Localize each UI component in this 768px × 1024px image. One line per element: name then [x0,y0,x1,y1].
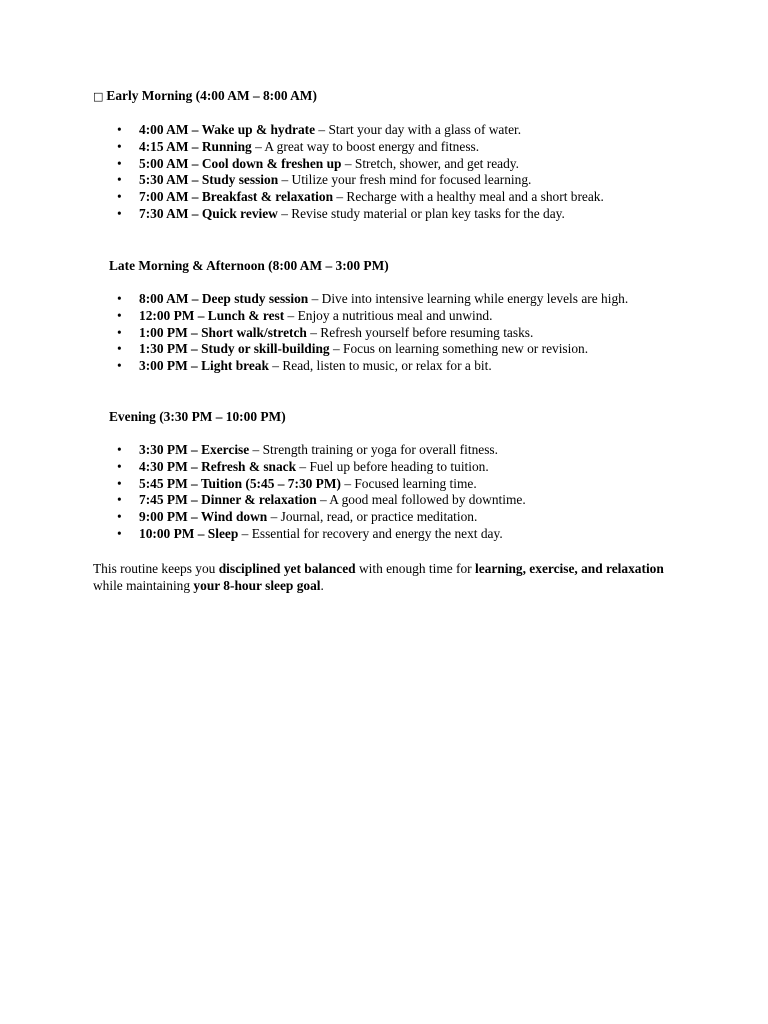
item-text: – Stretch, shower, and get ready. [341,155,519,171]
item-text: – A great way to boost energy and fitness. [251,138,480,154]
list-item [139,291,679,308]
item-text: – Essential for recovery and energy the next day. [238,525,503,541]
item-label: 3:00 PM – Light break [139,358,269,374]
item-label: 4:00 AM – Wake up & hydrate [139,122,316,137]
section-heading-text: Early Morning (4:00 AM – 8:00 AM) [106,88,317,103]
item-label: 7:00 AM – Breakfast & relaxation [139,189,334,205]
summary-emphasis: disciplined yet balanced [218,561,356,576]
item-label: 4:15 AM – Running [139,138,252,154]
item-label: 10:00 PM – Sleep [139,525,239,541]
item-text: – Read, listen to music, or relax for a bit. [268,358,492,374]
list-item [139,526,679,543]
evening-list [139,442,679,543]
list-item [139,325,679,342]
summary-text: while maintaining [93,577,194,593]
item-text: – Refresh yourself before resuming tasks. [306,324,534,340]
item-text: – Strength training or yoga for overall fitness. [249,442,498,457]
item-label: 3:30 PM – Exercise [139,442,250,457]
item-text: – Utilize your fresh mind for focused learning. [278,172,532,188]
list-item [139,189,649,206]
list-item [139,459,679,476]
list-item [139,509,679,526]
early-morning-list [139,122,679,223]
item-label: 1:30 PM – Study or skill-building [139,341,330,357]
summary-emphasis: learning, exercise, and relaxation [475,561,664,576]
list-item [139,358,679,375]
item-text: – Focus on learning something new or revision. [329,341,589,357]
item-label: 7:30 AM – Quick review [139,205,278,221]
item-label: 8:00 AM – Deep study session [139,291,309,306]
summary-text: with enough time for [355,561,475,576]
item-label: 12:00 PM – Lunch & rest [139,307,285,323]
item-text: – Journal, read, or practice meditation. [267,509,478,525]
item-label: 5:45 PM – Tuition (5:45 – 7:30 PM) [139,475,341,491]
item-text: – Fuel up before heading to tuition. [296,458,489,474]
section-heading-late-morning: Late Morning & Afternoon (8:00 AM – 3:00 PM) [109,258,389,273]
summary-paragraph [93,561,668,595]
item-label: 7:45 PM – Dinner & relaxation [139,492,317,508]
item-text: – Recharge with a healthy meal and a short break. [333,189,604,205]
list-item [139,442,679,459]
placeholder-glyph-icon: □ [93,90,104,103]
list-item [139,476,679,493]
list-item [139,156,679,173]
list-item [139,139,679,156]
list-item [139,122,679,139]
summary-emphasis: your 8-hour sleep goal [193,577,321,593]
item-text: – Revise study material or plan key tasks for the day. [277,205,565,221]
item-label: 5:30 AM – Study session [139,172,279,188]
item-text: – Dive into intensive learning while energy levels are high. [308,291,629,306]
list-item [139,172,679,189]
list-item [139,206,679,223]
item-label: 1:00 PM – Short walk/stretch [139,324,307,340]
summary-text: . [320,577,324,593]
list-item [139,492,679,509]
list-item [139,341,679,358]
item-text: – Enjoy a nutritious meal and unwind. [284,307,493,323]
late-morning-list [139,291,679,375]
item-label: 4:30 PM – Refresh & snack [139,458,297,474]
item-text: – Start your day with a glass of water. [315,122,522,137]
summary-text: This routine keeps you [93,561,219,576]
section-heading-early-morning [93,88,317,106]
section-heading-evening: Evening (3:30 PM – 10:00 PM) [109,409,286,424]
item-text: – A good meal followed by downtime. [316,492,526,508]
item-label: 5:00 AM – Cool down & freshen up [139,155,342,171]
list-item [139,308,679,325]
item-text: – Focused learning time. [340,475,477,491]
item-label: 9:00 PM – Wind down [139,509,268,525]
